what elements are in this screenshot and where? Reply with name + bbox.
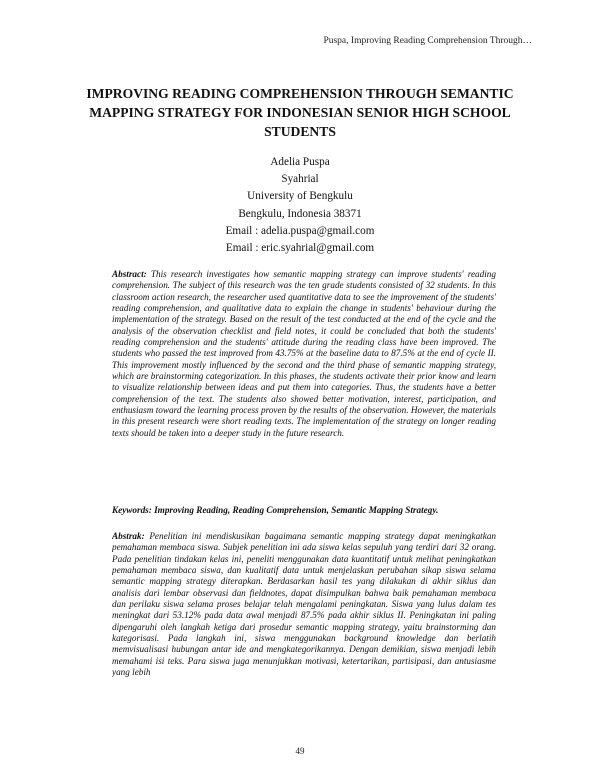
abstrak-label: Abstrak:	[112, 531, 145, 541]
author-block	[100, 154, 500, 257]
abstract-text: This research investigates how semantic mapping strategy can improve students' reading comprehension. The subject of this research was the ten grade students consisted of 32 students. In this classroom action research, the researcher used quantitative data to see the improvement of the students' reading comprehension, and qualitative data to explain the change in students' behaviour during the implementation of the strategy. Based on the result of the test conducted at the end of the cycle and the analysis of the observation checklist and field notes, it could be concluded that both the students' reading comprehension and the students' attitude during the reading class have been improved. The students who passed the test improved from 43.75% at the baseline data to 87.5% at the end of cycle II. This improvement mostly influenced by the second and the third phase of semantic mapping strategy, which are brainstorming categorization. In this phases, the students activate their prior know and learn to visualize relationship between ideas and put them into categories. Thus, the students have a better comprehension of the text. The students also showed better motivation, interest, participation, and enthusiasm toward the learning process proven by the results of the observation. However, the materials in this present research were short reading texts. The implementation of the strategy on longer reading texts should be taken into a deeper study in the future research.	[112, 269, 496, 438]
email: Email : eric.syahrial@gmail.com	[225, 242, 375, 255]
abstrak-text: Penelitian ini mendiskusikan bagaimana semantic mapping strategy dapat meningkatkan pemahaman membaca siswa. Subjek penelitian ini ada siswa kelas sepuluh yang terdiri dari 32 orang. Pada penelitian tindakan kelas ini, peneliti menggunakan data kuantitatif untuk melihat peningkatkan pemahaman membaca siswa, dan kualitatif data untuk menjelaskan perubahan sikap siswa selama semantic mapping strategy diterapkan. Berdasarkan hasil tes yang dilakukan di akhir siklus dan analisis dari lembar observasi dan fieldnotes, dapat disimpulkan bahwa baik pemahaman membaca dan perilaku siswa selama proses belajar telah mengalami peningkatan. Siswa yang lulus dalam tes meningkat dari 53.12% pada data awal menjadi 87.5% pada akhir siklus II. Peningkatan ini paling dipengaruhi oleh langkah ketiga dari prosedur semantic mapping strategy, yaitu brainstorming dan kategorisasi. Pada langkah ini, siswa menggunakan background knowledge dan berlatih memvisualisasi hubungan antar ide and mengkategorikannya. Dengan demikian, siswa menjadi lebih memahami isi teks. Para siswa juga menunjukkan motivasi, ketertarikan, partisipasi, dan antusiasme yang lebih	[112, 531, 496, 678]
paper-title: IMPROVING READING COMPREHENSION THROUGH SEMANTIC MAPPING STRATEGY FOR INDONESIAN SENIOR HIGH SCHOOL STUDENTS	[86, 86, 514, 139]
abstract	[112, 269, 496, 439]
affiliation: University of Bengkulu	[247, 190, 353, 203]
running-head: Puspa, Improving Reading Comprehension Through…	[323, 36, 532, 46]
author-name: Syahrial	[281, 173, 319, 186]
abstract-label: Abstract:	[112, 269, 147, 279]
email: Email : adelia.puspa@gmail.com	[225, 224, 375, 237]
author-name: Adelia Puspa	[270, 156, 330, 168]
keywords: Keywords: Improving Reading, Reading Comprehension, Semantic Mapping Strategy.	[112, 505, 439, 515]
page-number: 49	[295, 746, 305, 756]
location: Bengkulu, Indonesia 38371	[238, 207, 362, 220]
abstrak	[112, 531, 496, 756]
